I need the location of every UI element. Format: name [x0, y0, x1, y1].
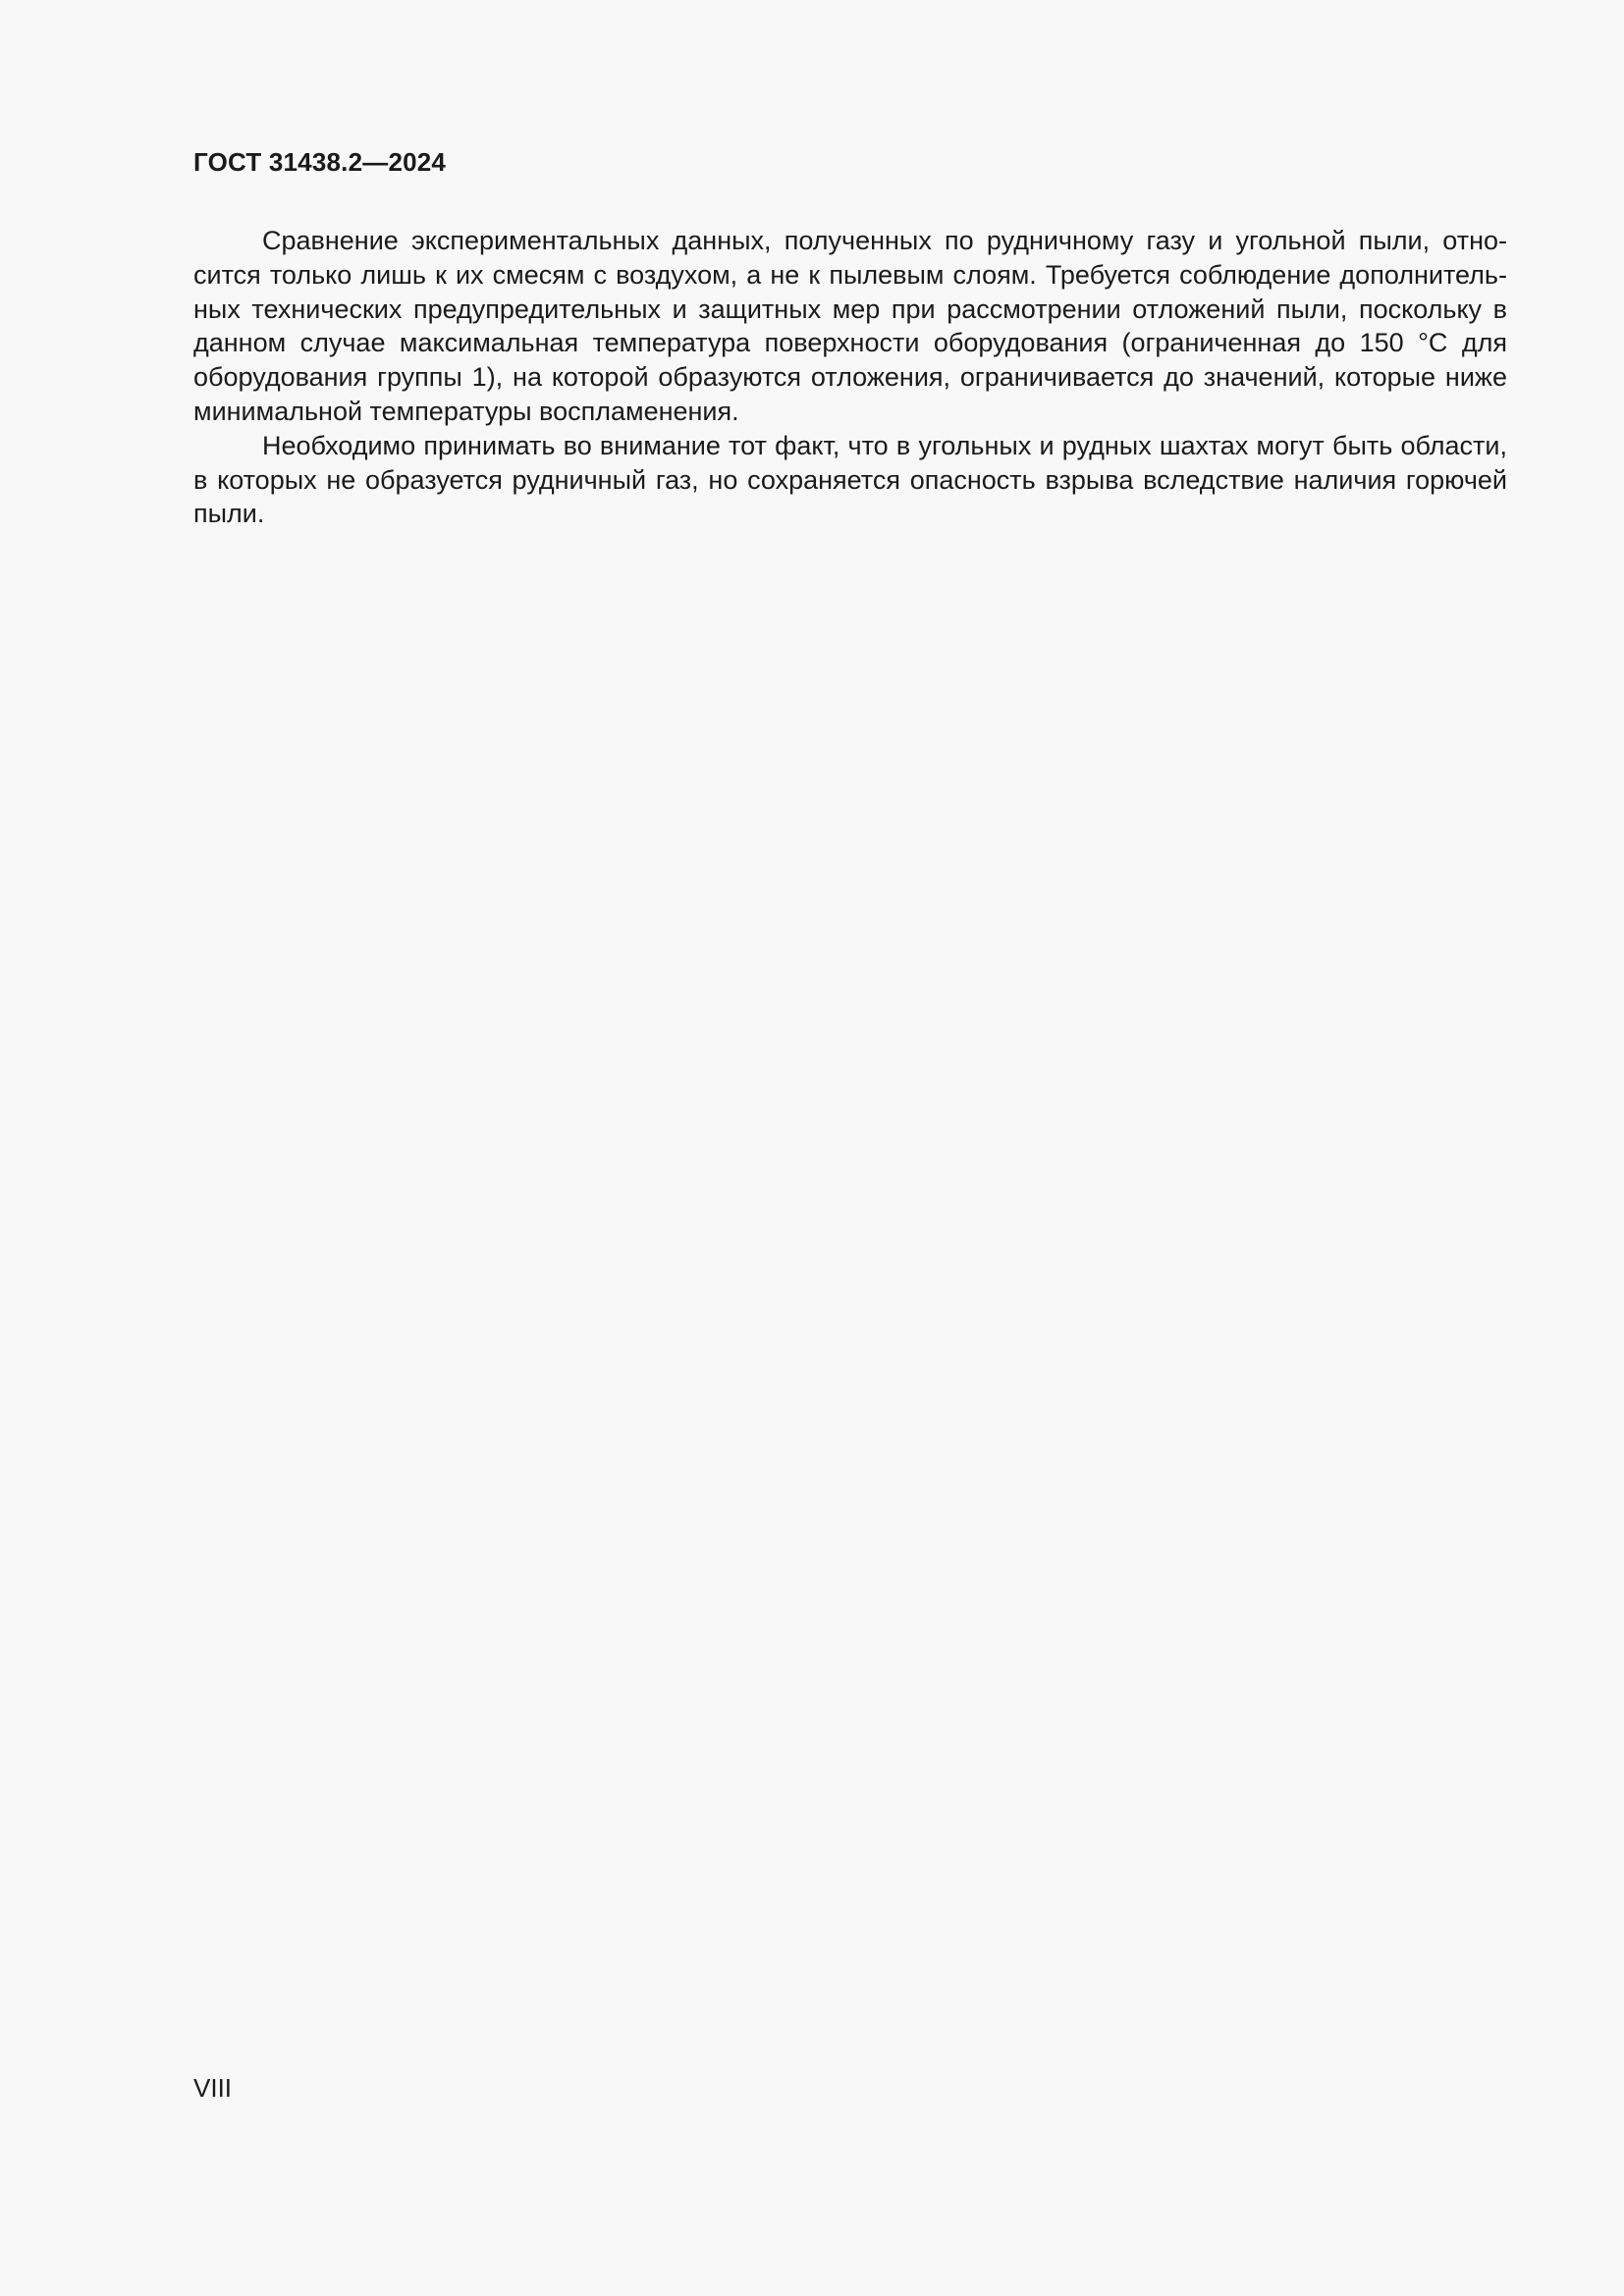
standard-code-header: ГОСТ 31438.2—2024 — [193, 147, 447, 177]
paragraph: Необходимо принимать во внимание тот факт, что в угольных и рудных шахтах могут быть области, в которых не образуется рудничный газ, но сохраняется опасность взрыва вследствие наличия горючей пыли. — [193, 430, 1507, 529]
paragraph: Сравнение экспериментальных данных, полученных по рудничному газу и угольной пыли, относится только лишь к их смесям с воздухом, а не к пылевым слоям. Требуется соблюдение дополнительных технических предупредительных и защитных мер при рассмотрении отложений пыли, поскольку в данном случае максимальная температура поверхности оборудования (ограниченная до 150 °С для оборудования группы 1), на которой образуются отложения, ограничивается до значений, которые ниже минимальной температуры воспламенения. — [193, 226, 1507, 426]
document-body — [193, 224, 1507, 531]
page-number: VIII — [193, 2073, 233, 2103]
